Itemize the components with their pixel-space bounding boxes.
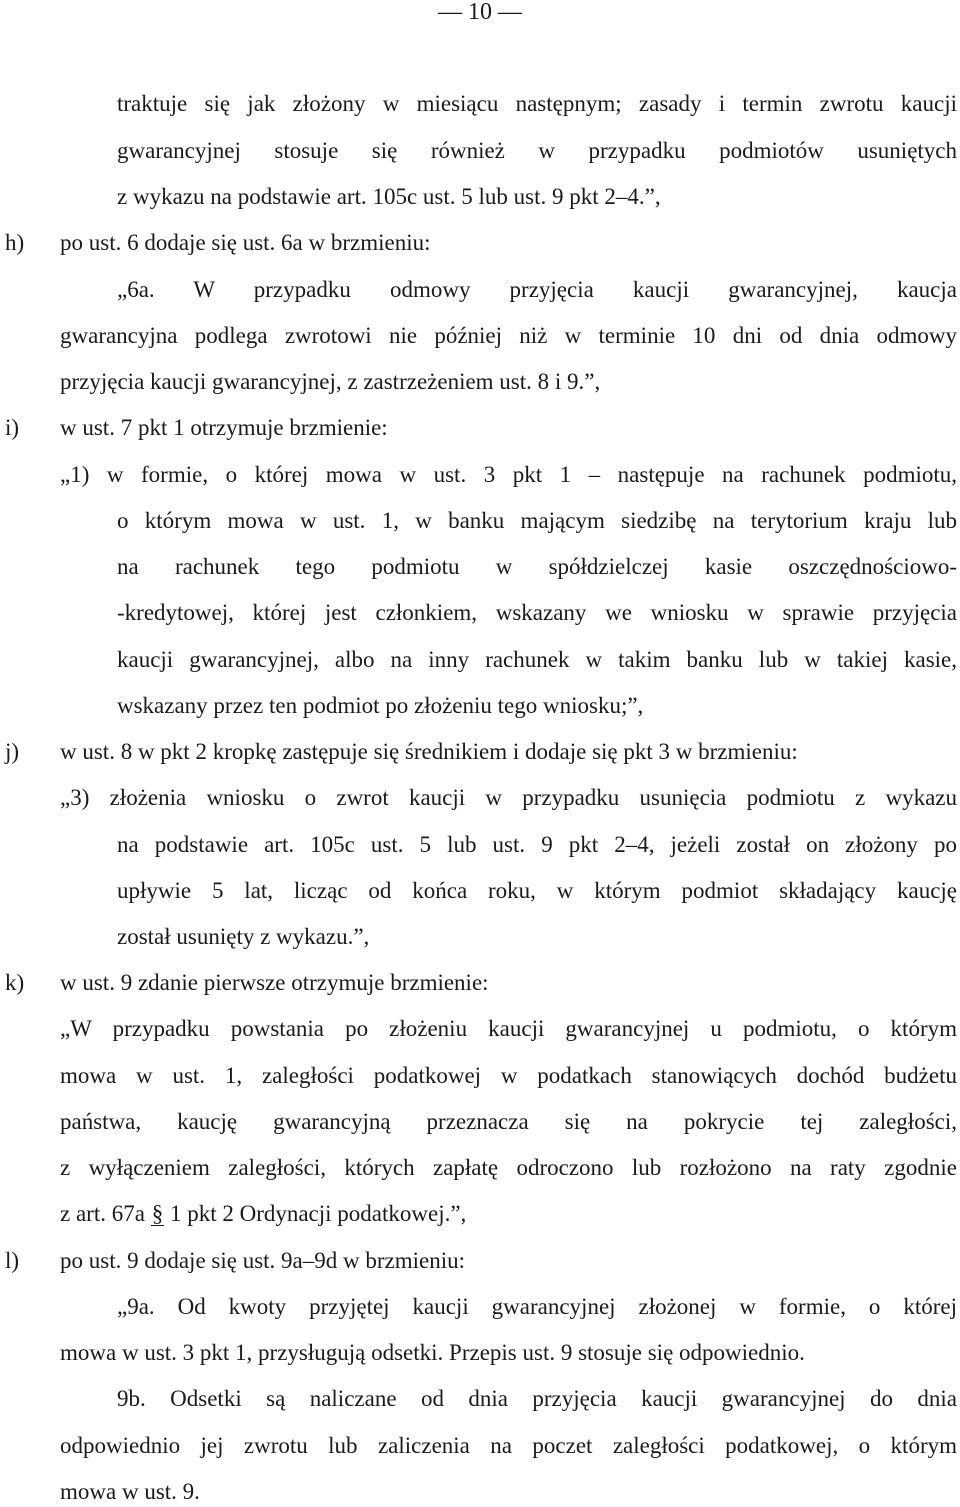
text-line: przyjęcia kaucji gwarancyjnej, z zastrzeżeniem ust. 8 i 9.”,: [60, 369, 601, 394]
text-line: „9a. Od kwoty przyjętej kaucji gwarancyjnej złożonej w formie, o której: [117, 1294, 957, 1319]
text-line: mowa w ust. 3 pkt 1, przysługują odsetki. Przepis ust. 9 stosuje się odpowiednio.: [60, 1340, 805, 1365]
text-fragment: 1 pkt 2 Ordynacji podatkowej.”,: [169, 1201, 467, 1226]
text-line: mowa w ust. 9.: [60, 1479, 200, 1504]
text-line: „W przypadku powstania po złożeniu kaucji gwarancyjnej u podmiotu, o którym: [60, 1016, 957, 1041]
text-line: z wyłączeniem zaległości, których zapłatę odroczono lub rozłożono na raty zgodnie: [60, 1155, 957, 1180]
text-line: gwarancyjna podlega zwrotowi nie później niż w terminie 10 dni od dnia odmowy: [60, 323, 957, 348]
text-line: traktuje się jak złożony w miesiącu następnym; zasady i termin zwrotu kaucji: [117, 91, 957, 116]
point-label-h: h): [5, 230, 25, 255]
text-line: kaucji gwarancyjnej, albo na inny rachunek w takim banku lub w takiej kasie,: [117, 647, 957, 672]
text-line: „3) złożenia wniosku o zwrot kaucji w przypadku usunięcia podmiotu z wykazu: [60, 785, 957, 810]
page-number: — 10 —: [438, 0, 522, 25]
text-line: państwa, kaucję gwarancyjną przeznacza się na pokrycie tej zaległości,: [60, 1109, 957, 1134]
text-line: -kredytowej, której jest członkiem, wskazany we wniosku w sprawie przyjęcia: [117, 600, 957, 625]
text-line: został usunięty z wykazu.”,: [117, 924, 370, 949]
text-line: na podstawie art. 105c ust. 5 lub ust. 9 pkt 2–4, jeżeli został on złożony po: [117, 832, 957, 857]
section-symbol: §: [151, 1201, 164, 1226]
point-label-i: i): [5, 415, 20, 440]
text-line: mowa w ust. 1, zaległości podatkowej w podatkach stanowiących dochód budżetu: [60, 1063, 957, 1088]
point-text-j: w ust. 8 w pkt 2 kropkę zastępuje się średnikiem i dodaje się pkt 3 w brzmieniu:: [60, 739, 798, 764]
text-line: na rachunek tego podmiotu w spółdzielczej kasie oszczędnościowo-: [117, 554, 957, 579]
point-label-k: k): [5, 970, 25, 995]
text-line: odpowiednio jej zwrotu lub zaliczenia na poczet zaległości podatkowej, o którym: [60, 1433, 957, 1458]
point-text-h: po ust. 6 dodaje się ust. 6a w brzmieniu:: [60, 230, 431, 255]
text-line: [60, 1199, 466, 1229]
point-label-l: l): [5, 1248, 20, 1273]
text-fragment: z art. 67a: [60, 1201, 145, 1226]
text-line: gwarancyjnej stosuje się również w przypadku podmiotów usuniętych: [117, 138, 957, 163]
text-line: „6a. W przypadku odmowy przyjęcia kaucji gwarancyjnej, kaucja: [117, 277, 957, 302]
text-line: o którym mowa w ust. 1, w banku mającym siedzibę na terytorium kraju lub: [117, 508, 957, 533]
text-line: wskazany przez ten podmiot po złożeniu tego wniosku;”,: [117, 693, 644, 718]
text-line: „1) w formie, o której mowa w ust. 3 pkt 1 – następuje na rachunek podmiotu,: [60, 462, 957, 487]
point-text-i: w ust. 7 pkt 1 otrzymuje brzmienie:: [60, 415, 388, 440]
point-text-k: w ust. 9 zdanie pierwsze otrzymuje brzmienie:: [60, 970, 489, 995]
point-text-l: po ust. 9 dodaje się ust. 9a–9d w brzmieniu:: [60, 1248, 465, 1273]
text-line: z wykazu na podstawie art. 105c ust. 5 lub ust. 9 pkt 2–4.”,: [117, 184, 661, 209]
page-number-value: 10: [468, 0, 492, 25]
point-label-j: j): [5, 739, 20, 764]
text-line: upływie 5 lat, licząc od końca roku, w którym podmiot składający kaucję: [117, 878, 957, 903]
text-line: 9b. Odsetki są naliczane od dnia przyjęcia kaucji gwarancyjnej do dnia: [117, 1386, 957, 1411]
